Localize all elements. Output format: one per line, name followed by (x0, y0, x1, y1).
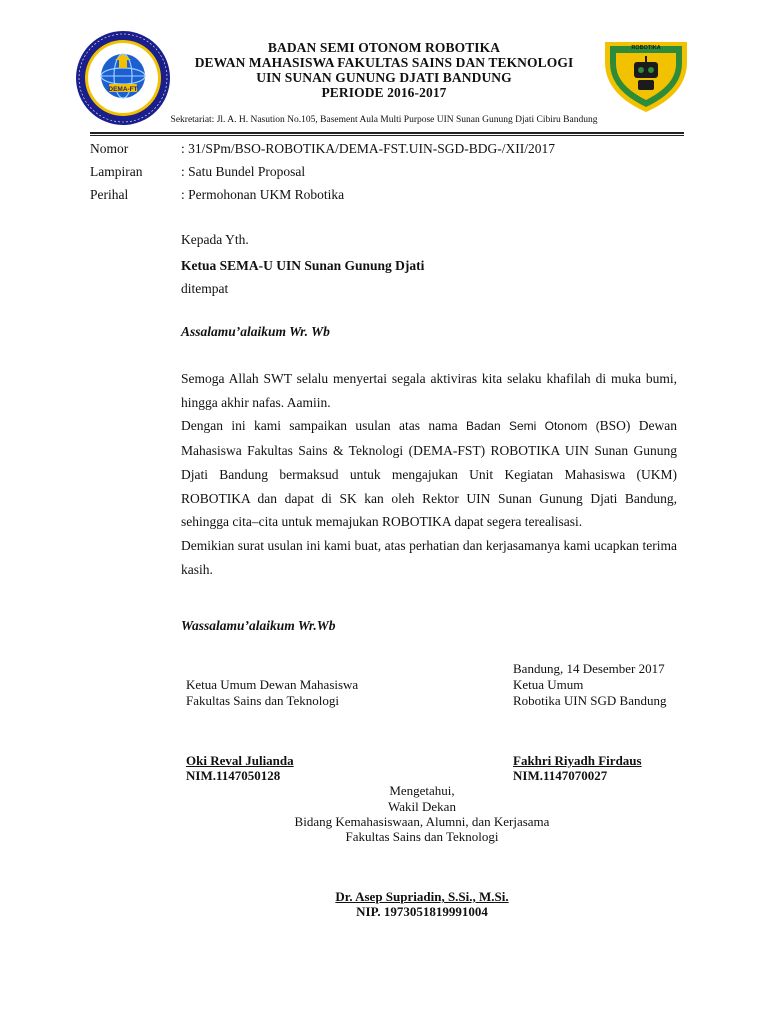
body-p3: Demikian surat usulan ini kami buat, atas perhatian dan kerjasamanya kami ucapkan terima kasih. (181, 537, 677, 577)
header-line-3: UIN SUNAN GUNUNG DJATI BANDUNG (256, 70, 512, 85)
header-divider-thin (90, 135, 684, 136)
left-signatory-title2: Fakultas Sains dan Teknologi (186, 693, 340, 708)
recipient-kepada: Kepada Yth. (181, 232, 249, 247)
closing: Wassalamu’alaikum Wr.Wb (181, 618, 336, 633)
sekretariat-address: Sekretariat: Jl. A. H. Nasution No.105, Basement Aula Multi Purpose UIN Sunan Gunung Djati Cibiru Bandung (170, 115, 598, 125)
header-line-4: PERIODE 2016-2017 (321, 85, 447, 100)
right-logo-top-text: ROBOTIKA (631, 45, 661, 51)
mengetahui-line: Mengetahui, (389, 783, 455, 798)
meta-value-perihal: : Permohonan UKM Robotika (181, 187, 345, 202)
meta-label-nomor: Nomor (90, 141, 129, 156)
meta-label-lampiran: Lampiran (90, 164, 143, 179)
meta-label-perihal: Perihal (90, 187, 129, 202)
body-p2-before: Dengan ini kami sampaikan usulan atas nama (181, 418, 466, 434)
center-signatory-nip: NIP. 1973051819991004 (356, 904, 488, 919)
greeting: Assalamu’alaikum Wr. Wb (181, 324, 330, 339)
header-divider (90, 132, 684, 134)
meta-value-nomor: : 31/SPm/BSO-ROBOTIKA/DEMA-FST.UIN-SGD-BDG-/XII/2017 (181, 141, 556, 156)
right-signatory-title1: Ketua Umum (513, 677, 584, 692)
right-signatory-title2: Robotika UIN SGD Bandung (513, 693, 667, 708)
meta-value-lampiran: : Satu Bundel Proposal (181, 164, 306, 179)
body-p2-after: BSO) Dewan Mahasiswa Fakultas Sains & Teknologi (DEMA-FST) ROBOTIKA UIN Sunan Gunung Djati Bandung bermaksud untuk mengajukan Unit Kegiatan Mahasiswa (UKM) ROBOTIKA dan dapat di SK kan oleh Rektor UIN Sunan Gunung Djati Bandung, sehingga cita–cita untuk memajukan ROBOTIKA dapat segera terealisasi. (181, 418, 677, 530)
wakil-dekan-line: Wakil Dekan (388, 799, 456, 814)
right-signatory-name: Fakhri Riyadh Firdaus (513, 753, 642, 768)
recipient-place: ditempat (181, 281, 229, 296)
body-p2 (181, 414, 677, 534)
header-line-1: BADAN SEMI OTONOM ROBOTIKA (267, 40, 501, 55)
body-p1: Semoga Allah SWT selalu menyertai segala aktiviras kita selaku khafilah di muka bumi, hingga akhir nafas. Aamiin. (181, 371, 677, 410)
left-signatory-title1: Ketua Umum Dewan Mahasiswa (186, 677, 359, 692)
body-p2-sans: Badan Semi Otonom ( (465, 419, 600, 434)
right-signatory-nim: NIM.1147070027 (513, 768, 608, 783)
bidang-line: Bidang Kemahasiswaan, Alumni, dan Kerjasama (294, 814, 550, 829)
body-paragraph (181, 367, 677, 581)
fakultas-line: Fakultas Sains dan Teknologi (345, 829, 499, 844)
center-signatory-name: Dr. Asep Supriadin, S.Si., M.Si. (335, 889, 509, 904)
left-logo-center-text: DEMA-FT (108, 86, 138, 93)
left-signatory-nim: NIM.1147050128 (186, 768, 281, 783)
header-line-2: DEWAN MAHASISWA FAKULTAS SAINS DAN TEKNOLOGI (194, 55, 574, 70)
recipient-name: Ketua SEMA-U UIN Sunan Gunung Djati (181, 258, 425, 273)
letter-date: Bandung, 14 Desember 2017 (513, 661, 665, 676)
left-signatory-name: Oki Reval Julianda (186, 753, 294, 768)
